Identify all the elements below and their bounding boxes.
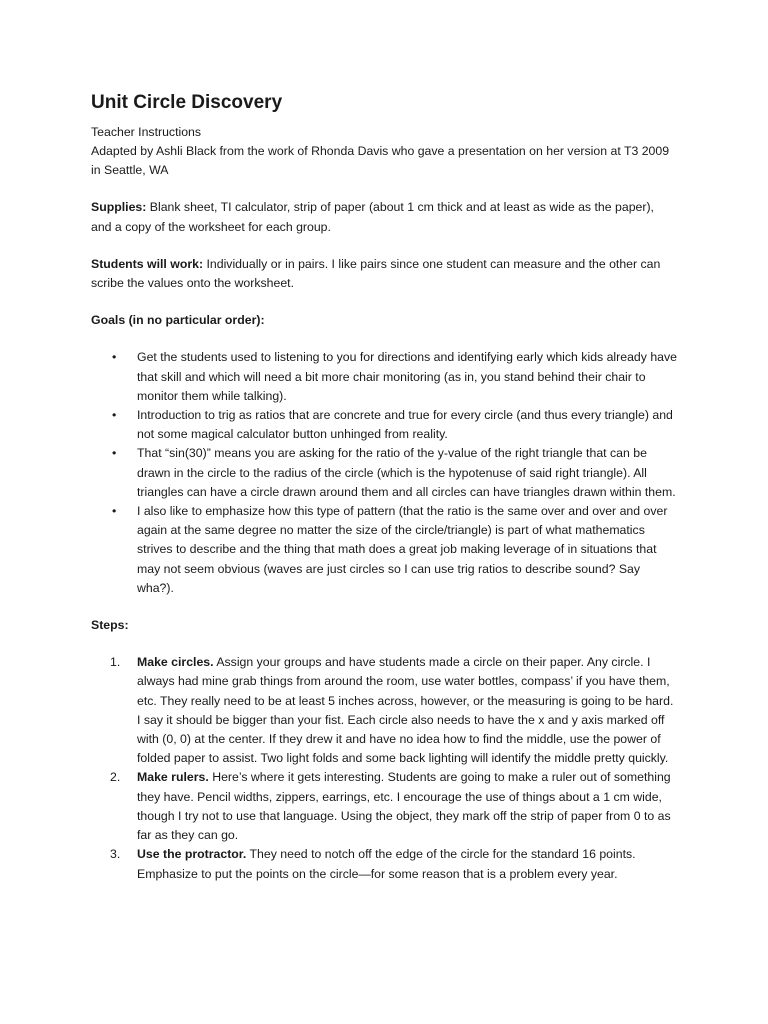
goal-item: • Get the students used to listening to you for directions and identifying early which kids already have that skill and which will need a bit more chair monitoring (as in, you stand behind their chair to monitor them while talking). — [112, 350, 678, 403]
steps-heading: Steps: — [91, 618, 129, 633]
students-paragraph — [91, 255, 677, 293]
bullet-icon: • — [112, 446, 117, 461]
bullet-icon: • — [112, 350, 117, 365]
step-text: Assign your groups and have students made a circle on their paper. Any circle. I always had mine grab things from around the room, use water bottles, compass’ if you have them, etc. They really need to be at least 5 inches across, however, or the measuring is going to be hard. I say it should be bigger than your fist. Each circle also needs to have the x and y axis marked off with (0, 0) at the center. If they drew it and have no idea how to find the middle, use the power of folded paper to assist. Two light folds and some back lighting will identify the middle pretty quickly. — [137, 655, 674, 766]
step-item — [91, 845, 677, 883]
supplies-label: Supplies: — [91, 200, 147, 215]
step-number: 1. — [110, 655, 121, 670]
step-number: 2. — [110, 770, 121, 785]
step-label: Make circles. — [137, 655, 214, 670]
step-number: 3. — [110, 847, 121, 862]
supplies-paragraph — [91, 198, 677, 236]
goal-item: • I also like to emphasize how this type of pattern (that the ratio is the same over and over and over again at the same degree no matter the size of the circle/triangle) is part of what mathematics strives to describe and the thing that math does a great job making leverage of in situations that may not seem obvious (waves are just circles so I can use trig ratios to describe sound? Say wha?). — [112, 504, 668, 595]
document-title: Unit Circle Discovery — [91, 92, 283, 113]
steps-list — [91, 653, 677, 883]
step-item — [91, 653, 677, 768]
step-label: Use the protractor. — [137, 847, 247, 862]
step-text: They need to notch off the edge of the circle for the standard 16 points. Emphasize to put the points on the circle—for some reason that is a problem every year. — [137, 847, 636, 881]
supplies-text: Blank sheet, TI calculator, strip of paper (about 1 cm thick and at least as wide as the paper), and a copy of the worksheet for each group. — [91, 200, 654, 234]
step-label: Make rulers. — [137, 770, 209, 785]
attribution-text: Adapted by Ashli Black from the work of Rhonda Davis who gave a presentation on her version at T3 2009 in Seattle, WA — [91, 144, 670, 178]
goal-item: • Introduction to trig as ratios that are concrete and true for every circle (and thus every triangle) and not some magical calculator button unhinged from reality. — [112, 408, 673, 442]
goals-heading: Goals (in no particular order): — [91, 313, 265, 328]
step-item — [91, 768, 677, 845]
goal-item: • That “sin(30)” means you are asking for the ratio of the y-value of the right triangle that can be drawn in the circle to the radius of the circle (which is the hypotenuse of said right triangle). All triangles can have a circle drawn around them and all circles can have triangles drawn within them. — [112, 446, 676, 499]
bullet-icon: • — [112, 504, 117, 519]
goals-list — [91, 348, 677, 598]
document-subtitle: Teacher Instructions — [91, 125, 202, 139]
students-text: Individually or in pairs. I like pairs since one student can measure and the other can scribe the values onto the worksheet. — [91, 256, 661, 291]
step-text: Here’s where it gets interesting. Students are going to make a ruler out of something they have. Pencil widths, zippers, earrings, etc. I encourage the use of things about a 1 cm wide, though I try not to use that language. Using the object, they mark off the strip of paper from 0 to as far as they can go. — [137, 770, 671, 843]
document-page — [91, 90, 677, 884]
bullet-icon: • — [112, 408, 117, 423]
students-label: Students will work: — [91, 256, 204, 271]
